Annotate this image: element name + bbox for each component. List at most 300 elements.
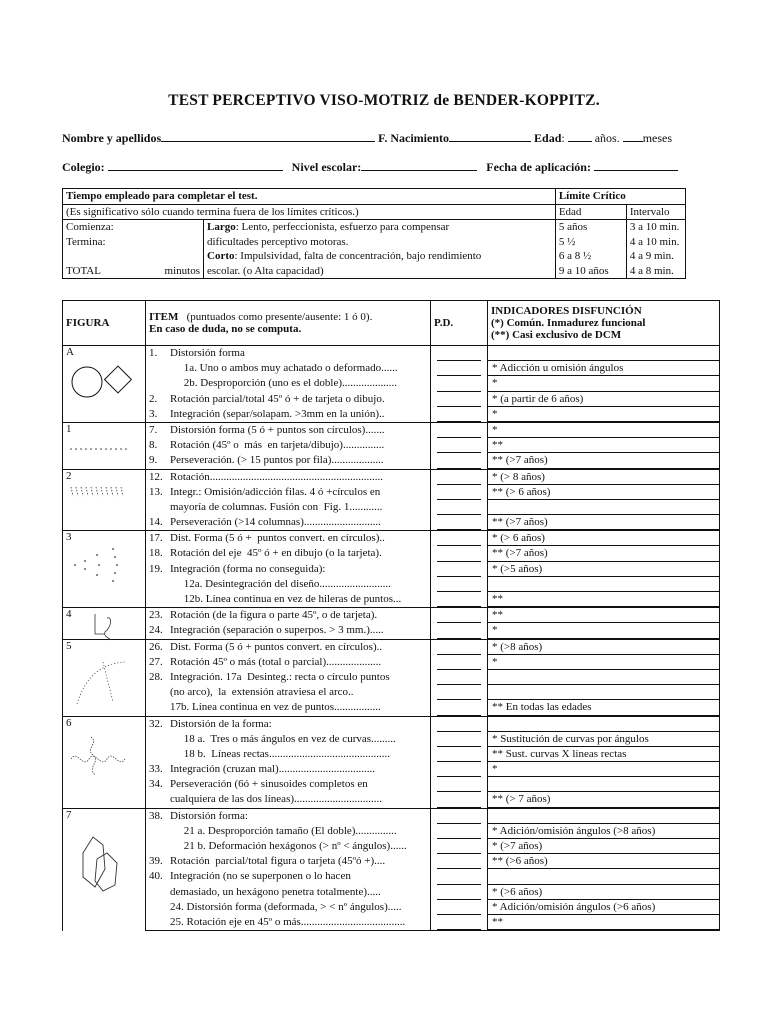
item-text: Dist. Forma (5 ó + puntos convert. en círculos)..	[170, 532, 385, 545]
item-text: 21 a. Desproporción tamaño (El doble)...............	[170, 824, 397, 837]
indicator-cell	[488, 422, 720, 438]
item-cell	[146, 407, 431, 423]
indicator-text: * (>6 años)	[488, 885, 719, 900]
comienza-label: Comienza:	[66, 221, 114, 233]
indicator-text	[488, 500, 719, 515]
pd-score-input[interactable]	[431, 346, 488, 362]
pd-score-input[interactable]	[431, 577, 488, 592]
figure-cell	[63, 531, 146, 608]
page-title: TEST PERCEPTIVO VISO-MOTRIZ de BENDER-KOPPITZ.	[168, 92, 600, 109]
pd-score-input[interactable]	[431, 839, 488, 854]
pd-score-input[interactable]	[431, 885, 488, 900]
pd-score-input[interactable]	[431, 639, 488, 655]
figure-5-icon	[69, 654, 135, 714]
indicator-cell	[488, 407, 720, 423]
item-number	[149, 732, 170, 747]
limite-head: Límite Crítico	[558, 190, 626, 202]
pd-score-input[interactable]	[431, 869, 488, 884]
age-value: 5 años	[558, 221, 588, 233]
time-entry-cell[interactable]	[63, 220, 204, 279]
pd-score-input[interactable]	[431, 900, 488, 915]
item-number: 7.	[149, 423, 158, 436]
indicator-text: *	[488, 655, 719, 670]
item-number: 33.	[149, 763, 163, 776]
indicator-cell	[488, 777, 720, 792]
indicator-cell	[488, 655, 720, 670]
item-number: 2.	[149, 392, 158, 405]
indicator-cell	[488, 824, 720, 839]
termina-label: Termina:	[66, 235, 106, 248]
meses-label: meses	[642, 131, 673, 145]
item-text: 2b. Desproporción (uno es el doble)....................	[170, 377, 397, 390]
indicator-text: ** (>7 años)	[488, 515, 719, 530]
indicators-header	[488, 301, 720, 346]
corto-text: : Impulsividad, falta de concentración, bajo rendimiento	[234, 250, 482, 262]
colegio-field[interactable]	[108, 159, 283, 171]
pd-score-input[interactable]	[431, 376, 488, 391]
identification-line-2	[62, 159, 678, 175]
indicator-text: ** En todas las edades	[488, 700, 719, 715]
pd-score-input[interactable]	[431, 915, 488, 931]
item-cell	[146, 839, 431, 854]
nacimiento-label: F. Nacimiento	[378, 131, 450, 145]
item-cell	[146, 346, 431, 362]
figure-cell	[63, 716, 146, 808]
item-cell	[146, 700, 431, 716]
item-text: Integr.: Omisión/adicción filas. 4 ó +círculos en	[170, 485, 381, 498]
item-number: 8.	[149, 439, 158, 452]
item-cell	[146, 562, 431, 577]
item-cell	[146, 915, 431, 931]
item-cell	[146, 453, 431, 469]
item-text: Integración (cruzan mal)...................................	[170, 763, 375, 776]
age-value: 6 a 8 ½	[558, 250, 592, 262]
item-number	[149, 747, 170, 762]
item-text: Rotación parcial/total figura o tarjeta (45ºó +)....	[170, 855, 386, 868]
item-number: 19.	[149, 562, 163, 575]
item-number: 9.	[149, 454, 158, 467]
item-text: Perseveración (6ó + sinusoides completos en	[170, 778, 368, 791]
indicator-text	[488, 777, 719, 792]
indicator-text: * Adicción u omisión ángulos	[488, 361, 719, 376]
indicator-cell	[488, 732, 720, 747]
item-number: 18.	[149, 547, 163, 560]
indicator-text: **	[488, 592, 719, 607]
item-number	[149, 592, 170, 607]
item-cell	[146, 732, 431, 747]
indicator-text	[488, 346, 719, 361]
time-table	[62, 188, 686, 279]
indicator-text: *	[488, 762, 719, 777]
indicator-cell	[488, 900, 720, 915]
pd-score-input[interactable]	[431, 531, 488, 547]
indicator-text: **	[488, 915, 719, 930]
item-number: 26.	[149, 640, 163, 653]
largo-text: : Lento, perfeccionista, esfuerzo para compensar	[235, 221, 450, 233]
pd-score-input[interactable]	[431, 608, 488, 624]
indicator-cell	[488, 670, 720, 685]
figure-cell	[63, 469, 146, 531]
indicator-text	[488, 809, 719, 824]
indicator-cell	[488, 376, 720, 391]
item-text: Integración (forma no conseguida):	[170, 562, 326, 575]
item-text: 18 b. Líneas rectas............................................	[170, 747, 390, 760]
anos-label: años.	[594, 131, 620, 145]
pd-score-input[interactable]	[431, 592, 488, 608]
indicator-text	[488, 869, 719, 884]
item-text: Perseveración. (> 15 puntos por fila)...................	[170, 454, 384, 467]
figure-6-icon	[69, 731, 135, 781]
interval-value: 4 a 8 min.	[629, 264, 674, 277]
interpretation-cell	[204, 220, 556, 279]
fecha-label: Fecha de aplicación:	[486, 160, 591, 174]
item-number	[149, 361, 170, 376]
indicator-text: ** (> 7 años)	[488, 792, 719, 807]
scoring-table	[62, 300, 720, 931]
indicator-cell	[488, 808, 720, 824]
total-label: TOTAL	[66, 264, 101, 277]
indicator-cell	[488, 639, 720, 655]
time-head-sub: (Es significativo sólo cuando termina fuera de los límites críticos.)	[63, 204, 556, 220]
indicator-text	[488, 717, 719, 732]
item-cell	[146, 592, 431, 608]
item-text: Distorsión forma	[170, 347, 245, 359]
item-cell	[146, 824, 431, 839]
item-cell	[146, 639, 431, 655]
figure-cell	[63, 346, 146, 423]
item-cell	[146, 422, 431, 438]
pd-score-input[interactable]	[431, 361, 488, 376]
indicator-text: *	[488, 423, 719, 438]
item-number	[149, 376, 170, 391]
identification-line-1: Nombre y apellidos F. Nacimiento Edad: años. meses	[62, 131, 673, 145]
figure-cell	[63, 422, 146, 469]
indicators-header-3: (**) Casi exclusivo de DCM	[491, 329, 622, 341]
figure-a-icon	[69, 362, 135, 402]
indicator-cell	[488, 608, 720, 624]
indicator-text: ** (> 6 años)	[488, 485, 719, 500]
largo-label: Largo	[207, 221, 236, 233]
item-number	[149, 915, 170, 930]
pd-score-input[interactable]	[431, 562, 488, 577]
item-text: Dist. Forma (5 ó + puntos convert. en círculos)..	[170, 640, 383, 653]
age-value: 5 ½	[558, 235, 576, 248]
item-cell	[146, 808, 431, 824]
figure-2-icon	[69, 484, 135, 504]
item-cell	[146, 438, 431, 453]
pd-score-input[interactable]	[431, 392, 488, 407]
pd-score-input[interactable]	[431, 453, 488, 469]
item-cell	[146, 500, 431, 515]
pd-score-input[interactable]	[431, 762, 488, 777]
item-number	[149, 685, 170, 700]
indicator-cell	[488, 485, 720, 500]
pd-score-input[interactable]	[431, 500, 488, 515]
item-number: 1.	[149, 347, 158, 359]
indicator-cell	[488, 623, 720, 639]
item-number	[149, 577, 170, 592]
indicator-text: * (>7 años)	[488, 839, 719, 854]
pd-score-input[interactable]	[431, 700, 488, 716]
pd-score-input[interactable]	[431, 824, 488, 839]
item-number	[149, 792, 170, 807]
item-header	[146, 301, 431, 346]
pd-score-input[interactable]	[431, 716, 488, 732]
indicator-cell	[488, 716, 720, 732]
indicator-cell	[488, 869, 720, 884]
pd-score-input[interactable]	[431, 515, 488, 531]
item-text: (no arco), la extensión atraviesa el arco..	[170, 686, 354, 699]
item-cell	[146, 900, 431, 915]
nacimiento-field[interactable]	[449, 130, 531, 142]
figure-cell	[63, 608, 146, 639]
indicator-text: ** (>7 años)	[488, 546, 719, 561]
item-number: 24.	[149, 624, 163, 637]
edad-head: Edad	[555, 204, 626, 220]
item-number: 40.	[149, 870, 163, 883]
indicator-cell	[488, 438, 720, 453]
item-header-label: ITEM	[149, 311, 179, 323]
intervalo-head: Intervalo	[626, 204, 685, 220]
item-cell	[146, 655, 431, 670]
figure-label: 5	[66, 639, 72, 652]
item-number: 12.	[149, 470, 163, 483]
indicator-text: *	[488, 407, 719, 422]
figure-label: 7	[66, 808, 72, 821]
item-cell	[146, 623, 431, 639]
pd-score-input[interactable]	[431, 670, 488, 685]
pd-score-input[interactable]	[431, 623, 488, 639]
indicator-text: * (>5 años)	[488, 562, 719, 577]
largo-text-2: dificultades perceptivo motoras.	[207, 235, 349, 248]
intervals-cell	[626, 220, 685, 279]
indicators-header-1: INDICADORES DISFUNCIÓN	[491, 305, 642, 317]
item-cell	[146, 469, 431, 485]
indicator-text: * Sustitución de curvas por ángulos	[488, 732, 719, 747]
pd-score-input[interactable]	[431, 407, 488, 423]
indicator-text: ** Sust. curvas X líneas rectas	[488, 747, 719, 762]
pd-header: P.D.	[431, 301, 488, 346]
item-cell	[146, 392, 431, 407]
pd-score-input[interactable]	[431, 546, 488, 561]
item-number	[149, 700, 170, 715]
item-cell	[146, 485, 431, 500]
nivel-label: Nivel escolar:	[291, 160, 362, 174]
figure-label: 1	[66, 422, 72, 435]
indicator-text: *	[488, 376, 719, 391]
item-cell	[146, 531, 431, 547]
indicator-cell	[488, 762, 720, 777]
colegio-label: Colegio:	[62, 160, 105, 174]
item-cell	[146, 361, 431, 376]
figure-cell	[63, 639, 146, 716]
pd-score-input[interactable]	[431, 747, 488, 762]
indicator-cell	[488, 453, 720, 469]
interval-value: 3 a 10 min.	[629, 221, 680, 233]
item-text: 17b. Línea continua en vez de puntos.................	[170, 701, 381, 714]
item-number: 34.	[149, 778, 163, 791]
indicator-cell	[488, 592, 720, 608]
corto-text-2: escolar. (o Alta capacidad)	[207, 264, 324, 277]
indicator-text: **	[488, 608, 719, 623]
age-value: 9 a 10 años	[558, 264, 609, 277]
item-number: 32.	[149, 717, 163, 730]
nombre-field[interactable]	[161, 130, 375, 142]
indicator-cell	[488, 531, 720, 547]
indicator-cell	[488, 546, 720, 561]
item-header-note-2: En caso de duda, no se computa.	[149, 323, 302, 335]
item-number: 28.	[149, 670, 163, 683]
item-text: 21 b. Deformación hexágonos (> nº < ángulos)......	[170, 840, 407, 852]
item-text: demasiado, un hexágono penetra totalmente).....	[170, 885, 381, 898]
pd-score-input[interactable]	[431, 485, 488, 500]
indicator-text: **	[488, 438, 719, 453]
item-number: 13.	[149, 485, 163, 498]
item-number	[149, 885, 170, 900]
figure-7-icon	[69, 829, 135, 901]
item-number	[149, 824, 170, 839]
pd-score-input[interactable]	[431, 438, 488, 453]
item-text: Rotación (de la figura o parte 45º, o de tarjeta).	[170, 609, 378, 622]
indicator-cell	[488, 685, 720, 700]
indicator-text	[488, 670, 719, 685]
item-text: Rotación parcial/total 45º ó + de tarjeta o dibujo.	[170, 392, 385, 405]
item-cell	[146, 577, 431, 592]
indicator-cell	[488, 577, 720, 592]
indicator-text: *	[488, 623, 719, 638]
indicator-text: ** (>6 años)	[488, 854, 719, 869]
item-cell	[146, 670, 431, 685]
item-text: Perseveración (>14 columnas)............................	[170, 516, 381, 529]
item-cell	[146, 685, 431, 700]
item-text: Rotación...............................................................	[170, 470, 383, 483]
indicators-header-2: (*) Común. Inmadurez funcional	[491, 317, 646, 329]
item-number: 3.	[149, 407, 158, 420]
figura-header: FIGURA	[63, 301, 146, 346]
pd-score-input[interactable]	[431, 808, 488, 824]
corto-label: Corto	[207, 250, 235, 262]
item-text: Rotación del eje 45º ó + en dibujo (o la tarjeta).	[170, 547, 382, 560]
pd-score-input[interactable]	[431, 792, 488, 808]
item-number: 39.	[149, 855, 163, 868]
item-text: cualquiera de las dos líneas)................................	[170, 793, 383, 806]
item-cell	[146, 716, 431, 732]
indicator-cell	[488, 346, 720, 362]
item-text: Integración. 17a Desinteg.: recta o círculo puntos	[170, 670, 390, 683]
indicator-text	[488, 685, 719, 700]
figure-label: 4	[66, 608, 72, 621]
item-text: 18 a. Tres o más ángulos en vez de curvas.........	[170, 732, 396, 745]
figure-label: 6	[66, 716, 72, 729]
figure-cell	[63, 808, 146, 931]
pd-score-input[interactable]	[431, 854, 488, 869]
item-number	[149, 839, 170, 854]
figure-label: 3	[66, 531, 72, 544]
fecha-field[interactable]	[594, 159, 678, 171]
figure-label: 2	[66, 469, 72, 482]
item-number: 17.	[149, 532, 163, 545]
figure-label: A	[66, 346, 74, 358]
item-cell	[146, 546, 431, 561]
indicator-text	[488, 577, 719, 592]
item-header-note: (puntuados como presente/ausente: 1 ó 0).	[186, 311, 373, 323]
indicator-cell	[488, 839, 720, 854]
indicator-cell	[488, 792, 720, 808]
indicator-text: * (a partir de 6 años)	[488, 392, 719, 407]
item-text: 12b. Línea continua en vez de hileras de puntos...	[170, 593, 402, 605]
item-cell	[146, 869, 431, 884]
item-cell	[146, 376, 431, 391]
item-cell	[146, 515, 431, 531]
item-number	[149, 500, 170, 515]
indicator-cell	[488, 392, 720, 407]
item-text: Rotación 45º o más (total o parcial)....................	[170, 655, 382, 668]
item-text: Distorsión forma:	[170, 809, 248, 822]
indicator-text: * Adición/omisión ángulos (>8 años)	[488, 824, 719, 839]
indicator-text: * (> 6 años)	[488, 531, 719, 546]
indicator-cell	[488, 469, 720, 485]
item-text: Rotación (45º o más en tarjeta/dibujo)...............	[170, 439, 385, 452]
item-number: 38.	[149, 809, 163, 822]
nivel-field[interactable]	[361, 159, 477, 171]
indicator-text: * (> 8 años)	[488, 470, 719, 485]
item-text: 25. Rotación eje en 45º o más......................................	[170, 915, 406, 928]
edad-label: Edad	[534, 131, 562, 145]
indicator-cell	[488, 562, 720, 577]
item-text: Integración (separación o superpos. > 3 mm.).....	[170, 624, 384, 637]
indicator-cell	[488, 500, 720, 515]
indicator-cell	[488, 854, 720, 869]
indicator-cell	[488, 885, 720, 900]
pd-score-input[interactable]	[431, 777, 488, 792]
ages-cell	[555, 220, 626, 279]
indicator-cell	[488, 515, 720, 531]
indicator-text: * (>8 años)	[488, 640, 719, 655]
item-cell	[146, 885, 431, 900]
item-cell	[146, 608, 431, 624]
item-cell	[146, 762, 431, 777]
item-number: 23.	[149, 609, 163, 622]
item-cell	[146, 747, 431, 762]
item-text: 1a. Uno o ambos muy achatado o deformado......	[170, 362, 398, 375]
time-head: Tiempo empleado para completar el test.	[66, 190, 258, 202]
indicator-cell	[488, 700, 720, 716]
item-cell	[146, 792, 431, 808]
edad-meses-field[interactable]	[623, 130, 643, 142]
pd-score-input[interactable]	[431, 685, 488, 700]
pd-score-input[interactable]	[431, 469, 488, 485]
item-text: Integración (no se superponen o lo hacen	[170, 870, 351, 883]
interval-value: 4 a 9 min.	[629, 250, 674, 262]
indicator-cell	[488, 747, 720, 762]
item-number	[149, 900, 170, 915]
item-text: 12a. Desintegración del diseño..........................	[170, 577, 391, 590]
figure-1-icon	[69, 441, 135, 461]
indicator-text: ** (>7 años)	[488, 453, 719, 468]
pd-score-input[interactable]	[431, 422, 488, 438]
figure-3-icon	[69, 545, 135, 589]
item-cell	[146, 854, 431, 869]
minutos-label: minutos	[164, 264, 200, 277]
pd-score-input[interactable]	[431, 732, 488, 747]
item-number: 27.	[149, 655, 163, 668]
edad-anos-field[interactable]	[568, 130, 592, 142]
item-cell	[146, 777, 431, 792]
item-text: 24. Distorsión forma (deformada, > < nº ángulos).....	[170, 900, 402, 913]
pd-score-input[interactable]	[431, 655, 488, 670]
indicator-cell	[488, 361, 720, 376]
item-number: 14.	[149, 516, 163, 529]
